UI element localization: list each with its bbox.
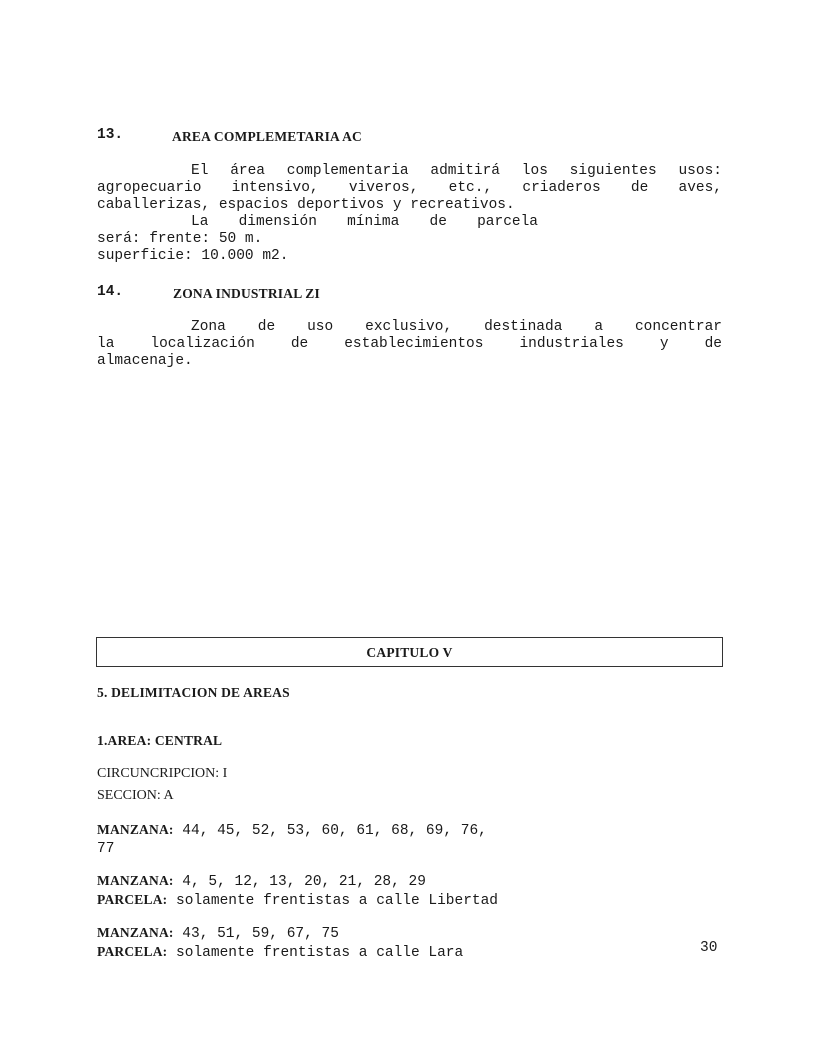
area-heading-text: 1.AREA: CENTRAL [97,733,223,748]
manzana-continuation: 77 [97,841,115,857]
manzana-label: MANZANA: [97,925,174,940]
manzana-value: 44, 45, 52, 53, 60, 61, 68, 69, 76, [173,823,487,839]
chapter-box [96,637,723,667]
circuncripcion-text: CIRCUNCRIPCION: I [97,766,228,781]
parcela-value: solamente frentistas a calle Lara [167,945,464,961]
paragraph-line: El área complementaria admitirá los siguientes usos: [191,163,722,179]
section-13-title: AREA COMPLEMETARIA AC [172,129,362,144]
paragraph-line: La dimensión mínima de parcela [191,214,538,230]
paragraph-line: será: frente: 50 m. [97,231,263,247]
section-13-body [97,163,722,265]
manzana-group-1 [97,821,487,858]
manzana-label: MANZANA: [97,822,174,837]
parcela-value: solamente frentistas a calle Libertad [167,893,499,909]
parcela-label: PARCELA: [97,892,168,907]
parcela-label: PARCELA: [97,944,168,959]
section-13-number: 13. [97,127,124,143]
area-heading [97,732,222,751]
section-14-number: 14. [97,284,124,300]
paragraph-line: Zona de uso exclusivo, destinada a concentrar [191,319,722,335]
paragraph-line: almacenaje. [97,353,193,369]
page-number: 30 [700,940,718,956]
delimitacion-heading [97,684,290,703]
delimitacion-heading-text: 5. DELIMITACION DE AREAS [97,685,290,700]
manzana-label: MANZANA: [97,873,174,888]
chapter-title: CAPITULO V [366,644,453,660]
section-14-body [97,319,722,370]
section-14-title: ZONA INDUSTRIAL ZI [173,286,320,301]
section-13-heading [97,127,362,144]
section-14-heading [97,284,320,301]
seccion-text: SECCION: A [97,788,174,803]
manzana-group-2 [97,872,498,908]
paragraph-line: agropecuario intensivo, viveros, etc., criaderos de aves, [97,180,722,196]
paragraph-line: la localización de establecimientos industriales y de [97,336,722,352]
paragraph-line: caballerizas, espacios deportivos y recreativos. [97,197,515,213]
manzana-value: 43, 51, 59, 67, 75 [173,926,339,942]
manzana-group-3 [97,924,463,960]
seccion [97,787,174,805]
manzana-value: 4, 5, 12, 13, 20, 21, 28, 29 [173,874,426,890]
paragraph-line: superficie: 10.000 m2. [97,248,289,264]
circuncripcion [97,765,227,783]
